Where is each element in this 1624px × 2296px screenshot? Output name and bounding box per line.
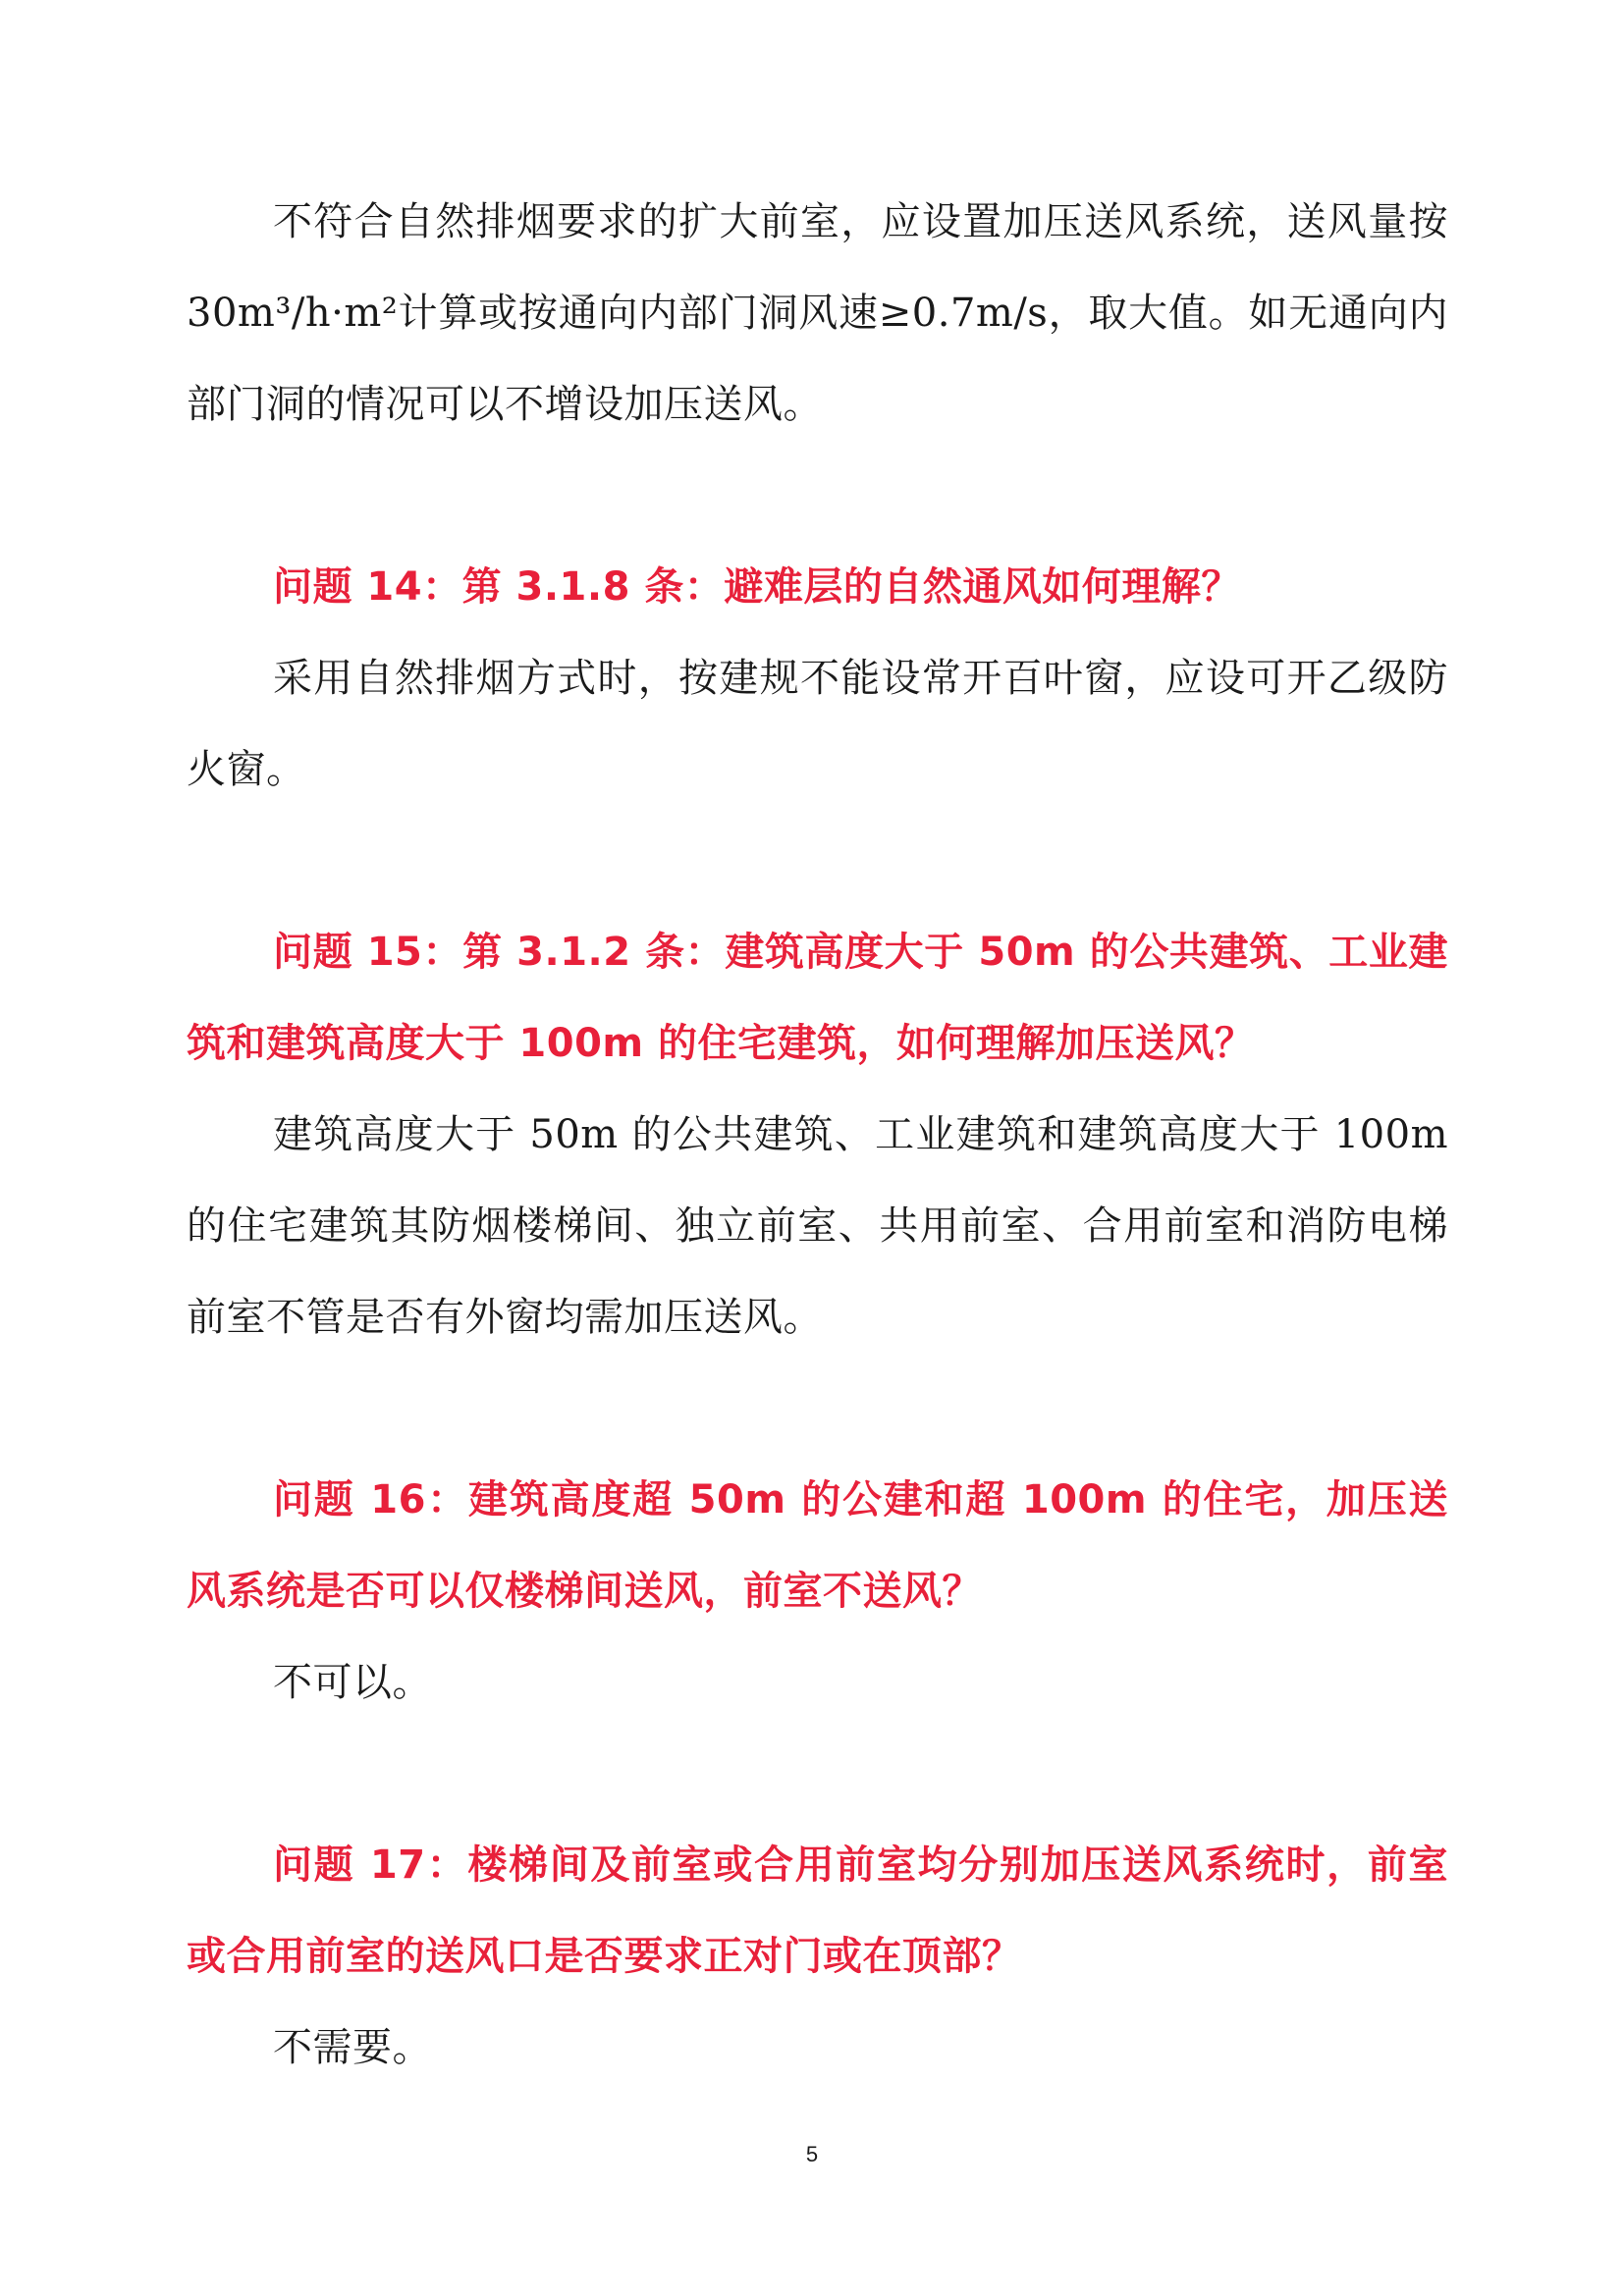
answer-14: 采用自然排烟方式时，按建规不能设常开百叶窗，应设可开乙级防火窗。 [187, 656, 1448, 792]
question-16: 问题 16：建筑高度超 50m 的公建和超 100m 的住宅，加压送风系统是否可以仅楼梯间送风，前室不送风？ [187, 1477, 1448, 1614]
page-content [187, 177, 1448, 2094]
question-17: 问题 17：楼梯间及前室或合用前室均分别加压送风系统时，前室或合用前室的送风口是否要求正对门或在顶部？ [187, 1842, 1448, 1979]
answer-17: 不需要。 [273, 2025, 432, 2070]
answer-16: 不可以。 [273, 1660, 432, 1705]
page-number: 5 [805, 2142, 819, 2166]
spacer [187, 816, 1448, 907]
spacer [187, 1363, 1448, 1455]
spacer [187, 451, 1448, 542]
question-14: 问题 14：第 3.1.8 条：避难层的自然通风如何理解？ [273, 564, 1241, 610]
answer-15: 建筑高度大于 50m 的公共建筑、工业建筑和建筑高度大于 100m 的住宅建筑其防烟楼梯间、独立前室、共用前室、合用前室和消防电梯前室不管是否有外窗均需加压送风。 [187, 1112, 1448, 1340]
question-15: 问题 15：第 3.1.2 条：建筑高度大于 50m 的公共建筑、工业建筑和建筑高度大于 100m 的住宅建筑，如何理解加压送风？ [187, 930, 1448, 1066]
spacer [187, 1729, 1448, 1820]
intro-paragraph: 不符合自然排烟要求的扩大前室，应设置加压送风系统，送风量按 30m³/h·m²计算或按通向内部门洞风速≥0.7m/s，取大值。如无通向内部门洞的情况可以不增设加压送风。 [187, 199, 1448, 427]
